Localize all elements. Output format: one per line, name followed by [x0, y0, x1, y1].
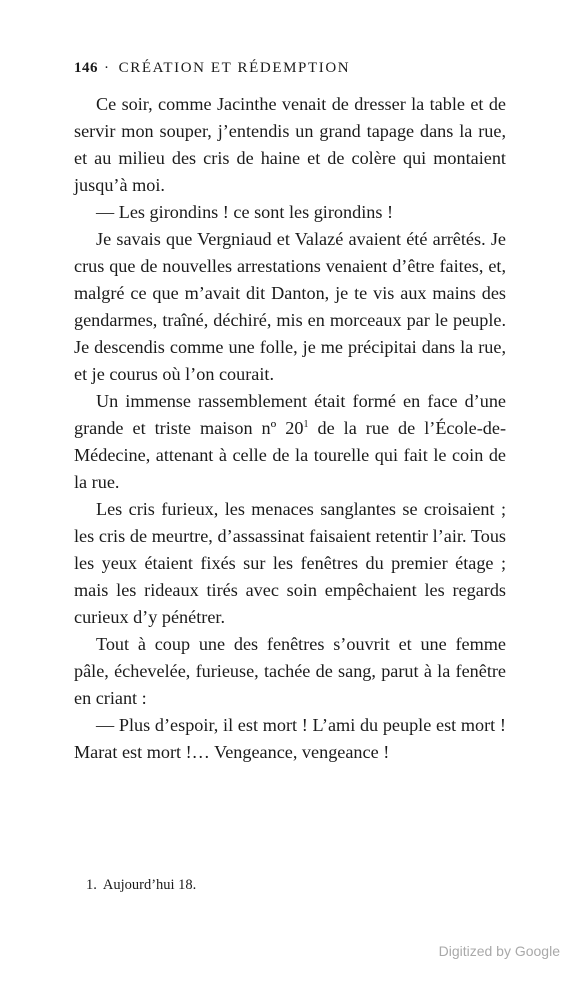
running-title: CRÉATION ET RÉDEMPTION [118, 60, 351, 76]
body-text [74, 91, 506, 766]
paragraph-2: — Les girondins ! ce sont les girondins ! [96, 202, 394, 222]
paragraph-4-text-b: de la rue de l’École-de-Médecine, attenant à celle de la tourelle qui fait le coin de la rue. [74, 418, 506, 492]
page-number: 146 [74, 60, 98, 76]
paragraph-4-text-a: Un immense rassemblement était formé en face d’une grande et triste maison nº 20 [74, 391, 506, 438]
paragraph-1: Ce soir, comme Jacinthe venait de dresser la table et de servir mon souper, j’entendis un grand tapage dans la rue, et au milieu des cris de haine et de colère qui montaient jusqu’à moi. [74, 94, 506, 195]
footnote [86, 877, 506, 894]
digitization-watermark: Digitized by Google [438, 943, 560, 959]
paragraph-3: Je savais que Vergniaud et Valazé avaient été arrêtés. Je crus que de nouvelles arrestations venaient d’être faites, et, malgré ce que m’avait dit Danton, je te vis aux mains des gendarmes, traîné, déchiré, mis en morceaux par le peuple. Je descendis comme une folle, je me précipitai dans la rue, et je courus où l’on courait. [74, 229, 506, 384]
paragraph-7: — Plus d’espoir, il est mort ! L’ami du peuple est mort ! Marat est mort !… Vengeance, vengeance ! [74, 715, 506, 762]
paragraph-4 [74, 388, 506, 496]
header-separator: · [104, 60, 111, 76]
footnote-number: 1. [86, 877, 97, 893]
paragraph-5: Les cris furieux, les menaces sanglantes se croisaient ; les cris de meurtre, d’assassinat faisaient retentir l’air. Tous les yeux étaient fixés sur les fenêtres du premier étage ; mais les rideaux tirés avec soin empêchaient les regards curieux d’y pénétrer. [74, 499, 506, 627]
running-head [74, 60, 506, 77]
paragraph-6: Tout à coup une des fenêtres s’ouvrit et une femme pâle, échevelée, furieuse, tachée de sang, parut à la fenêtre en criant : [74, 634, 506, 708]
footnote-reference: 1 [303, 419, 309, 430]
footnote-text: Aujourd’hui 18. [102, 877, 197, 893]
